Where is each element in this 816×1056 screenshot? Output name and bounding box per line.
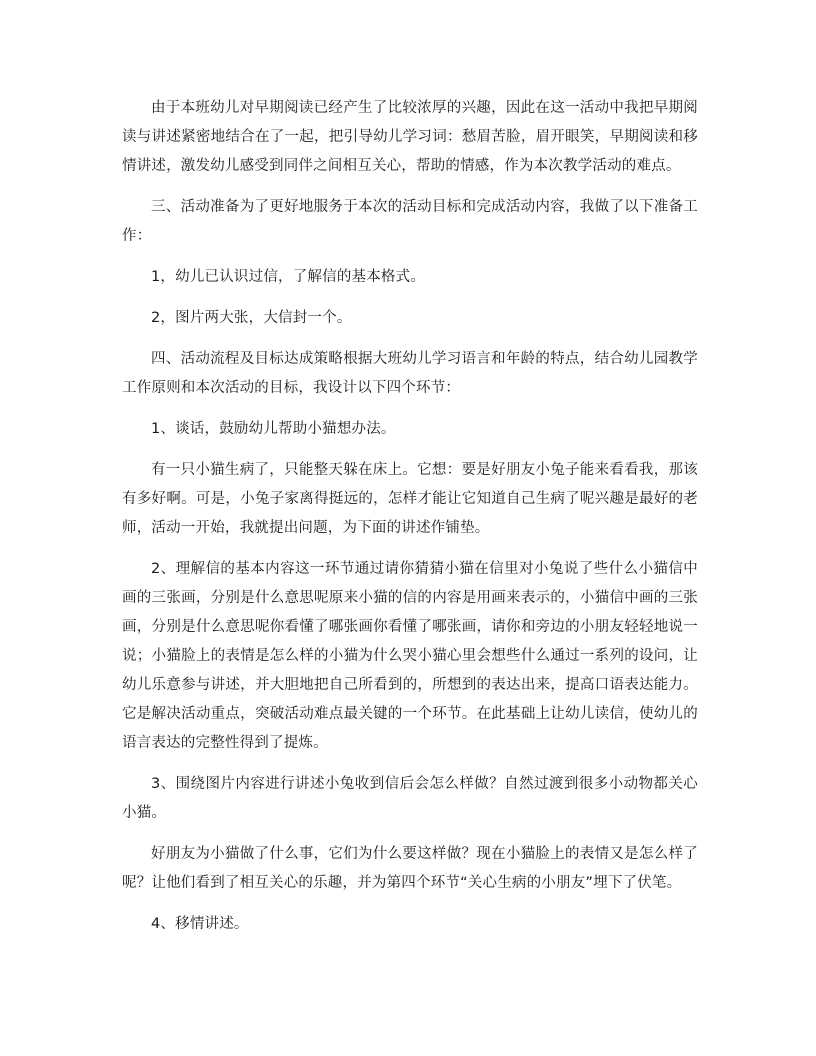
paragraph-3: 1，幼儿已认识过信，了解信的基本格式。 (151, 269, 426, 285)
paragraph-1: 由于本班幼儿对早期阅读已经产生了比较浓厚的兴趣，因此在这一活动中我把早期阅读与讲述紧密地结合在了一起，把引导幼儿学习词：愁眉苦脸，眉开眼笑，早期阅读和移情讲述，激发幼儿感受到同伴之间相互关心，帮助的情感，作为本次教学活动的难点。 (122, 100, 698, 174)
paragraph-7: 有一只小猫生病了，只能整天躲在床上。它想：要是好朋友小兔子能来看看我，那该有多好啊。可是，小兔子家离得挺远的，怎样才能让它知道自己生病了呢兴趣是最好的老师，活动一开始，我就提出问题，为下面的讲述作铺垫。 (122, 462, 698, 536)
paragraph-6: 1、谈话，鼓励幼儿帮助小猫想办法。 (151, 421, 396, 437)
paragraph-11: 4、移情讲述。 (151, 916, 249, 932)
paragraph-2: 三、活动准备为了更好地服务于本次的活动目标和完成活动内容，我做了以下准备工作： (122, 199, 698, 244)
paragraph-4: 2，图片两大张，大信封一个。 (151, 310, 352, 326)
paragraph-8: 2、理解信的基本内容这一环节通过请你猜猜小猫在信里对小兔说了些什么小猫信中画的三张画，分别是什么意思呢原来小猫的信的内容是用画来表示的，小猫信中画的三张画，分别是什么意思呢你看懂了哪张画你看懂了哪张画，请你和旁边的小朋友轻轻地说一说；小猫脸上的表情是怎么样的小猫为什么哭小猫心里会想些什么通过一系列的设问，让幼儿乐意参与讲述，并大胆地把自己所看到的，所想到的表达出来，提高口语表达能力。它是解决活动重点，突破活动难点最关键的一个环节。在此基础上让幼儿读信，使幼儿的语言表达的完整性得到了提炼。 (122, 561, 698, 751)
paragraph-5: 四、活动流程及目标达成策略根据大班幼儿学习语言和年龄的特点，结合幼儿园教学工作原则和本次活动的目标，我设计以下四个环节： (122, 351, 698, 396)
paragraph-10: 好朋友为小猫做了什么事，它们为什么要这样做？现在小猫脸上的表情又是怎么样了呢？让他们看到了相互关心的乐趣，并为第四个环节“关心生病的小朋友”埋下了伏笔。 (122, 846, 698, 891)
paragraph-9: 3、围绕图片内容进行讲述小兔收到信后会怎么样做？自然过渡到很多小动物都关心小猫。 (122, 776, 698, 821)
document-page (122, 94, 698, 951)
